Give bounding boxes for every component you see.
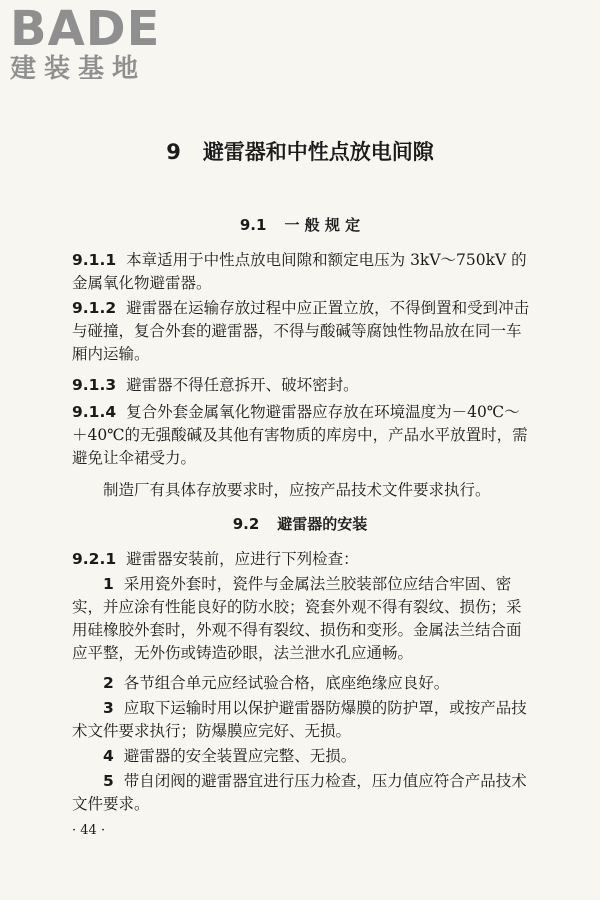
- section-number: 9.1: [239, 216, 267, 234]
- clause-9-1-4-note: 制造厂有具体存放要求时，应按产品技术文件要求执行。: [103, 481, 491, 499]
- clause-9-1-3: [72, 374, 530, 397]
- clause-9-2-1: [72, 548, 530, 571]
- item-text: 应取下运输时用以保护避雷器防爆膜的防护罩，或按产品技术文件要求执行；防爆膜应完好、无损。: [72, 699, 527, 740]
- item-text: 采用瓷外套时，瓷件与金属法兰胶装部位应结合牢固、密实，并应涂有性能良好的防水胶；瓷套外观不得有裂纹、损伤；采用硅橡胶外套时，外观不得有裂纹、损伤和变形。金属法兰结合面应平整，无外伤或铸造砂眼，法兰泄水孔应通畅。: [72, 575, 522, 662]
- chapter-title: 避雷器和中性点放电间隙: [202, 140, 434, 164]
- list-item-3: [72, 697, 530, 743]
- clause-text: 避雷器安装前，应进行下列检查：: [126, 550, 359, 568]
- clause-9-1-2: [72, 297, 530, 366]
- list-item-5: [72, 770, 530, 816]
- section-title: 一 般 规 定: [284, 216, 361, 234]
- section-heading-9-2: [0, 513, 600, 534]
- logo-subtitle: 建装基地: [10, 54, 147, 84]
- item-text: 避雷器的安全装置应完整、无损。: [123, 747, 357, 765]
- item-number: 3: [103, 699, 114, 717]
- clause-9-1-1: [72, 249, 530, 295]
- chapter-heading: [0, 136, 600, 166]
- clause-number: 9.1.2: [72, 299, 117, 317]
- clause-text: 避雷器不得任意拆开、破坏密封。: [126, 376, 359, 394]
- item-text: 各节组合单元应经试验合格，底座绝缘应良好。: [123, 674, 450, 692]
- clause-text: 复合外套金属氧化物避雷器应存放在环境温度为－40℃～＋40℃的无强酸碱及其他有害物质的库房中，产品水平放置时，需避免让伞裙受力。: [72, 403, 528, 467]
- section-title: 避雷器的安装: [277, 515, 368, 533]
- section-number: 9.2: [232, 515, 260, 533]
- clause-number: 9.2.1: [72, 550, 117, 568]
- clause-number: 9.1.1: [72, 251, 117, 269]
- clause-text: 本章适用于中性点放电间隙和额定电压为 3kV～750kV 的金属氧化物避雷器。: [72, 251, 527, 292]
- section-heading-9-1: [0, 214, 600, 235]
- item-number: 4: [103, 747, 114, 765]
- clause-9-1-4: [72, 401, 530, 470]
- list-item-4: [72, 745, 530, 768]
- item-text: 带自闭阀的避雷器宜进行压力检查，压力值应符合产品技术文件要求。: [72, 772, 527, 813]
- list-item-2: [72, 672, 530, 695]
- clause-number: 9.1.3: [72, 376, 117, 394]
- list-item-1: [72, 573, 530, 665]
- item-number: 2: [103, 674, 114, 692]
- item-number: 5: [103, 772, 114, 790]
- clause-text: 避雷器在运输存放过程中应正置立放，不得倒置和受到冲击与碰撞，复合外套的避雷器，不得与酸碱等腐蚀性物品放在同一车厢内运输。: [72, 299, 530, 363]
- page-number: · 44 ·: [72, 823, 106, 838]
- clause-number: 9.1.4: [72, 403, 117, 421]
- bade-logo: [10, 1, 161, 84]
- item-number: 1: [103, 575, 114, 593]
- chapter-number: 9: [166, 140, 181, 164]
- logo-wordmark: BADE: [10, 1, 161, 57]
